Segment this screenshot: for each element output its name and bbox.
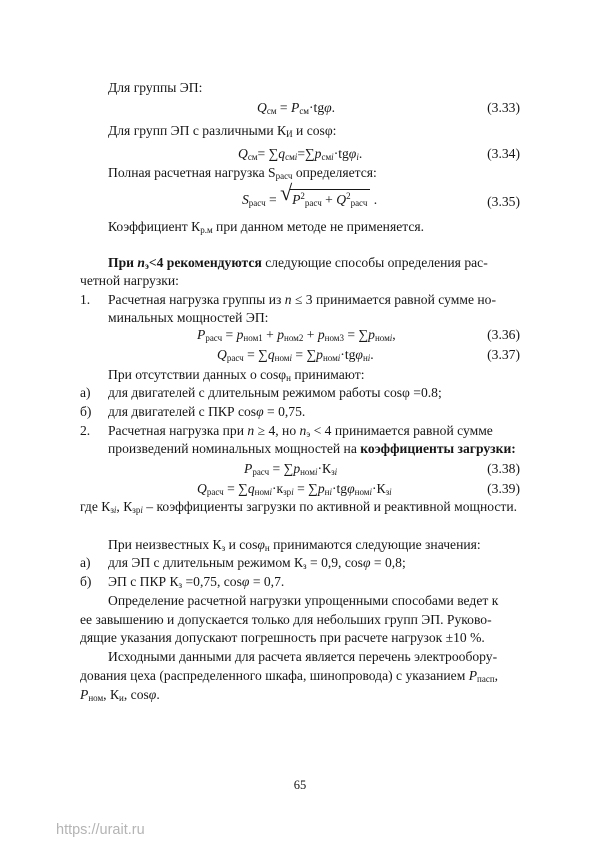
text-line: произведений номинальных мощностей на коэффициенты загрузки: bbox=[108, 441, 516, 456]
equation-number: (3.35) bbox=[487, 194, 520, 209]
equation-3-39: $Q_{расч} = \sum q_{номi}\cdot к_{зрi} = \sum p_{нi}\cdot tg\varphi_{номi}\cdot К_{зi}$ bbox=[197, 481, 392, 497]
equation-3-36: $P_{расч} = p_{ном1} + p_{ном2} + p_{ном3} = \sum p_{номi}$, bbox=[197, 327, 396, 343]
text-line: Коэффициент $К_{р.м}$ при данном методе не применяется. bbox=[108, 219, 425, 235]
equation-number: (3.33) bbox=[487, 100, 520, 115]
text-line: для двигателей с длительным режимом работы cosφ =0.8; bbox=[108, 385, 442, 400]
list-number: 1. bbox=[80, 292, 91, 307]
text-line: При неизвестных $К_з$ и cosφ$_н$ принимаются следующие значения: bbox=[108, 537, 481, 553]
text-line: Расчетная нагрузка группы из n ≤ 3 принимается равной сумме но- bbox=[108, 292, 496, 307]
text-line: Исходными данными для расчета является перечень электрообору- bbox=[108, 649, 498, 664]
text-line: дящие указания допускают погрешность при расчете нагрузок ±10 %. bbox=[80, 630, 485, 645]
equation-3-35: $S_{расч}$ = √ $P^2_{расч} + Q^2_{расч}$ . bbox=[242, 180, 378, 208]
equation-3-38: $P_{расч} = \sum p_{номi}\cdot К_{зi}$ bbox=[244, 461, 338, 477]
text-line: Расчетная нагрузка при n ≥ 4, но $n_э < 4$ принимается равной сумме bbox=[108, 423, 493, 439]
list-letter: а) bbox=[80, 385, 91, 400]
list-letter: б) bbox=[80, 574, 92, 589]
text-line: При отсутствии данных о cosφ$_н$ принимают: bbox=[108, 367, 365, 383]
equation-number: (3.37) bbox=[487, 347, 520, 362]
footer-url[interactable]: https://urait.ru bbox=[56, 822, 145, 838]
text-line: для ЭП с длительным режимом $К_з = 0,9$, cosφ = 0,8; bbox=[108, 555, 406, 571]
equation-number: (3.39) bbox=[487, 481, 520, 496]
text-line: Полная расчетная нагрузка $S_{расч}$ определяется: bbox=[108, 165, 377, 181]
list-letter: а) bbox=[80, 555, 91, 570]
text-line: где $К_{зi}$, $К_{зрi}$ – коэффициенты загрузки по активной и реактивной мощности. bbox=[80, 499, 518, 515]
list-number: 2. bbox=[80, 423, 91, 438]
page-number: 65 bbox=[293, 778, 307, 792]
list-letter: б) bbox=[80, 404, 92, 419]
text-line: для двигателей с ПКР cosφ = 0,75. bbox=[108, 404, 306, 419]
equation-number: (3.34) bbox=[487, 146, 520, 161]
equation-number: (3.36) bbox=[487, 327, 520, 342]
text-line: дования цеха (распределенного шкафа, шинопровода) с указанием $P_{пасп}$, bbox=[80, 668, 499, 684]
text-line: четной нагрузки: bbox=[80, 273, 179, 288]
equation-3-37: $Q_{расч} = \sum q_{номi} = \sum p_{номi}\cdot tg\varphi_{нi}$. bbox=[217, 347, 374, 363]
equation-3-34: $Q_{см}= \sum q_{смi}=\sum p_{смi}\cdot tg\varphi_i$. bbox=[238, 146, 363, 162]
text-line: $P_{ном}$, $К_и$, cosφ. bbox=[80, 687, 160, 703]
text-line: Определение расчетной нагрузки упрощенными способами ведет к bbox=[108, 593, 499, 608]
text-line: минальных мощностей ЭП: bbox=[108, 310, 269, 325]
text-line: Для групп ЭП с различными $К_И$ и cosφ: bbox=[108, 123, 337, 139]
text-line: При $n_э<4$ рекомендуются следующие способы определения рас- bbox=[108, 255, 488, 271]
text-line: Для группы ЭП: bbox=[108, 80, 203, 95]
equation-number: (3.38) bbox=[487, 461, 520, 476]
equation-3-33: $Q_{см} = P_{см}\cdot tg\varphi$. bbox=[257, 100, 336, 116]
text-line: ЭП с ПКР $К_з =0,75$, cosφ = 0,7. bbox=[108, 574, 285, 590]
text-line: ее завышению и допускается только для небольших групп ЭП. Руково- bbox=[80, 612, 492, 627]
